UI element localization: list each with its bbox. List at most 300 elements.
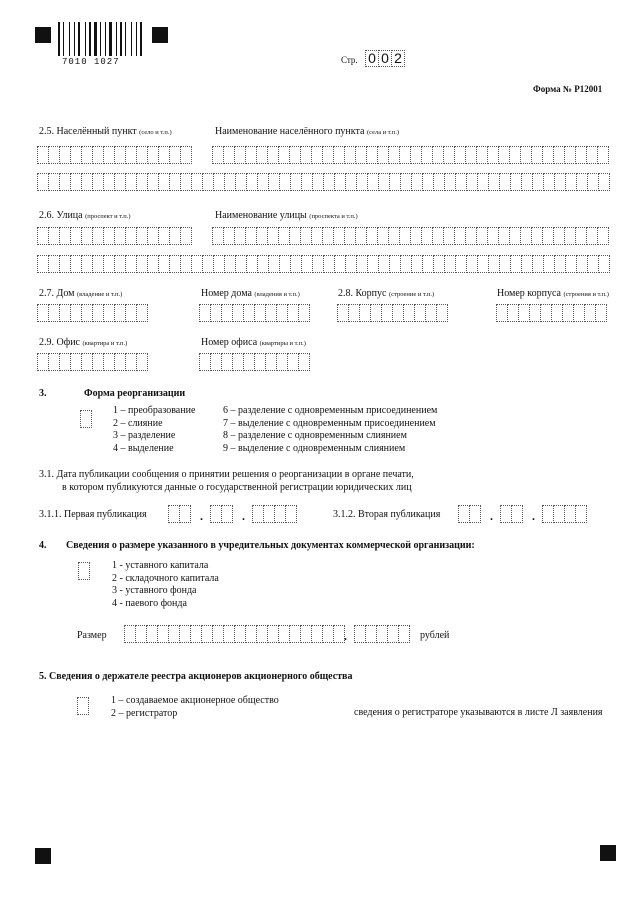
input-cell[interactable] — [489, 173, 500, 191]
input-cell[interactable] — [244, 353, 255, 371]
input-cell[interactable] — [180, 505, 191, 523]
input-cell[interactable] — [247, 255, 258, 273]
input-cell[interactable] — [576, 146, 587, 164]
input-cell[interactable] — [280, 255, 291, 273]
input-cell[interactable] — [71, 353, 82, 371]
input-cell[interactable] — [477, 146, 488, 164]
input-cell[interactable] — [426, 304, 437, 322]
input-cell[interactable] — [445, 255, 456, 273]
input-cell[interactable] — [115, 304, 126, 322]
input-cell[interactable] — [598, 227, 609, 245]
input-cell[interactable] — [367, 227, 378, 245]
input-cell[interactable] — [137, 146, 148, 164]
input-cell[interactable] — [71, 255, 82, 273]
first-publication-year[interactable] — [252, 505, 297, 523]
input-cell[interactable] — [224, 625, 235, 643]
input-cell[interactable] — [37, 227, 49, 245]
input-cell[interactable] — [378, 146, 389, 164]
input-cell[interactable] — [299, 353, 310, 371]
input-cell[interactable] — [277, 304, 288, 322]
input-cell[interactable] — [222, 353, 233, 371]
input-cell[interactable] — [349, 304, 360, 322]
input-cell[interactable] — [71, 227, 82, 245]
input-cell[interactable] — [323, 146, 334, 164]
input-cell[interactable] — [169, 625, 180, 643]
input-cell[interactable] — [77, 697, 89, 715]
input-cell[interactable] — [291, 173, 302, 191]
input-cell[interactable] — [532, 146, 543, 164]
input-cell[interactable] — [422, 227, 433, 245]
street-name-input-row1[interactable] — [212, 227, 609, 245]
input-cell[interactable] — [37, 255, 49, 273]
input-cell[interactable] — [137, 173, 148, 191]
input-cell[interactable] — [433, 227, 444, 245]
input-cell[interactable] — [246, 146, 257, 164]
input-cell[interactable] — [313, 255, 324, 273]
input-cell[interactable] — [444, 227, 455, 245]
input-cell[interactable] — [235, 146, 246, 164]
input-cell[interactable] — [533, 255, 544, 273]
input-cell[interactable] — [599, 255, 610, 273]
input-cell[interactable] — [82, 146, 93, 164]
input-cell[interactable] — [115, 227, 126, 245]
input-cell[interactable] — [467, 173, 478, 191]
input-cell[interactable] — [137, 255, 148, 273]
input-cell[interactable] — [137, 304, 148, 322]
input-cell[interactable] — [82, 304, 93, 322]
input-cell[interactable] — [291, 255, 302, 273]
input-cell[interactable] — [357, 255, 368, 273]
input-cell[interactable] — [433, 146, 444, 164]
input-cell[interactable] — [126, 146, 137, 164]
input-cell[interactable] — [255, 353, 266, 371]
input-cell[interactable] — [93, 173, 104, 191]
input-cell[interactable] — [124, 625, 136, 643]
input-cell[interactable] — [401, 173, 412, 191]
input-cell[interactable] — [335, 173, 346, 191]
input-cell[interactable] — [390, 255, 401, 273]
input-cell[interactable] — [366, 625, 377, 643]
capital-size-kopecks-input[interactable] — [354, 625, 410, 643]
input-cell[interactable] — [170, 146, 181, 164]
input-cell[interactable] — [224, 227, 235, 245]
input-cell[interactable] — [354, 625, 366, 643]
second-publication-month[interactable] — [500, 505, 523, 523]
input-cell[interactable] — [212, 146, 224, 164]
input-cell[interactable] — [233, 304, 244, 322]
input-cell[interactable] — [266, 304, 277, 322]
input-cell[interactable] — [290, 625, 301, 643]
input-cell[interactable] — [599, 173, 610, 191]
input-cell[interactable] — [554, 505, 565, 523]
input-cell[interactable] — [488, 227, 499, 245]
input-cell[interactable] — [565, 505, 576, 523]
input-cell[interactable] — [222, 304, 233, 322]
input-cell[interactable] — [334, 146, 345, 164]
input-cell[interactable] — [60, 227, 71, 245]
input-cell[interactable] — [49, 353, 60, 371]
input-cell[interactable] — [37, 146, 49, 164]
input-cell[interactable] — [508, 304, 519, 322]
input-cell[interactable] — [455, 227, 466, 245]
input-cell[interactable] — [445, 173, 456, 191]
input-cell[interactable] — [191, 625, 202, 643]
input-cell[interactable] — [466, 146, 477, 164]
input-cell[interactable] — [382, 304, 393, 322]
input-cell[interactable] — [203, 173, 214, 191]
input-cell[interactable] — [301, 227, 312, 245]
input-cell[interactable] — [279, 625, 290, 643]
input-cell[interactable] — [126, 255, 137, 273]
input-cell[interactable] — [389, 227, 400, 245]
input-cell[interactable] — [104, 173, 115, 191]
input-cell[interactable] — [82, 255, 93, 273]
input-cell[interactable] — [312, 227, 323, 245]
input-cell[interactable] — [136, 625, 147, 643]
input-cell[interactable] — [255, 304, 266, 322]
input-cell[interactable] — [555, 255, 566, 273]
input-cell[interactable] — [235, 625, 246, 643]
input-cell[interactable] — [377, 625, 388, 643]
input-cell[interactable] — [555, 173, 566, 191]
reorg-form-input[interactable] — [80, 410, 92, 428]
input-cell[interactable] — [203, 255, 214, 273]
input-cell[interactable] — [467, 255, 478, 273]
input-cell[interactable] — [577, 173, 588, 191]
input-cell[interactable] — [224, 146, 235, 164]
input-cell[interactable] — [302, 173, 313, 191]
input-cell[interactable] — [301, 625, 312, 643]
input-cell[interactable] — [268, 146, 279, 164]
input-cell[interactable] — [137, 227, 148, 245]
input-cell[interactable] — [60, 304, 71, 322]
input-cell[interactable] — [115, 146, 126, 164]
input-cell[interactable] — [566, 173, 577, 191]
input-cell[interactable] — [148, 227, 159, 245]
input-cell[interactable] — [82, 173, 93, 191]
input-cell[interactable] — [312, 625, 323, 643]
input-cell[interactable] — [37, 304, 49, 322]
input-cell[interactable] — [519, 304, 530, 322]
input-cell[interactable] — [60, 353, 71, 371]
input-cell[interactable] — [554, 227, 565, 245]
input-cell[interactable] — [225, 255, 236, 273]
input-cell[interactable] — [312, 146, 323, 164]
input-cell[interactable] — [168, 505, 180, 523]
input-cell[interactable] — [288, 304, 299, 322]
input-cell[interactable] — [499, 146, 510, 164]
input-cell[interactable] — [258, 173, 269, 191]
input-cell[interactable] — [324, 255, 335, 273]
input-cell[interactable] — [49, 227, 60, 245]
input-cell[interactable] — [126, 304, 137, 322]
input-cell[interactable] — [268, 227, 279, 245]
input-cell[interactable] — [565, 146, 576, 164]
input-cell[interactable] — [37, 353, 49, 371]
input-cell[interactable] — [235, 227, 246, 245]
locality-name-input-row1[interactable] — [212, 146, 609, 164]
input-cell[interactable] — [257, 625, 268, 643]
first-publication-month[interactable] — [210, 505, 233, 523]
input-cell[interactable] — [126, 353, 137, 371]
input-cell[interactable] — [181, 255, 192, 273]
input-cell[interactable] — [388, 625, 399, 643]
input-cell[interactable] — [225, 173, 236, 191]
input-cell[interactable] — [552, 304, 563, 322]
input-cell[interactable] — [510, 227, 521, 245]
input-cell[interactable] — [512, 505, 523, 523]
input-cell[interactable] — [211, 353, 222, 371]
input-cell[interactable] — [104, 353, 115, 371]
input-cell[interactable] — [280, 173, 291, 191]
input-cell[interactable] — [148, 146, 159, 164]
input-cell[interactable] — [71, 173, 82, 191]
input-cell[interactable] — [477, 227, 488, 245]
input-cell[interactable] — [78, 562, 90, 580]
input-cell[interactable] — [158, 625, 169, 643]
input-cell[interactable] — [214, 173, 225, 191]
input-cell[interactable] — [378, 227, 389, 245]
input-cell[interactable] — [115, 173, 126, 191]
input-cell[interactable] — [286, 505, 297, 523]
input-cell[interactable] — [147, 625, 158, 643]
input-cell[interactable] — [411, 146, 422, 164]
input-cell[interactable] — [268, 625, 279, 643]
input-cell[interactable] — [192, 255, 203, 273]
input-cell[interactable] — [244, 304, 255, 322]
second-publication-year[interactable] — [542, 505, 587, 523]
input-cell[interactable] — [313, 173, 324, 191]
input-cell[interactable] — [335, 255, 346, 273]
input-cell[interactable] — [60, 173, 71, 191]
input-cell[interactable] — [596, 304, 607, 322]
input-cell[interactable] — [334, 227, 345, 245]
input-cell[interactable] — [49, 146, 60, 164]
input-cell[interactable] — [598, 146, 609, 164]
input-cell[interactable] — [489, 255, 500, 273]
input-cell[interactable] — [500, 173, 511, 191]
input-cell[interactable] — [360, 304, 371, 322]
input-cell[interactable] — [159, 146, 170, 164]
input-cell[interactable] — [202, 625, 213, 643]
input-cell[interactable] — [126, 173, 137, 191]
input-cell[interactable] — [587, 227, 598, 245]
input-cell[interactable] — [170, 227, 181, 245]
input-cell[interactable] — [211, 304, 222, 322]
input-cell[interactable] — [399, 625, 410, 643]
input-cell[interactable] — [478, 255, 489, 273]
input-cell[interactable] — [521, 146, 532, 164]
input-cell[interactable] — [246, 227, 257, 245]
input-cell[interactable] — [71, 146, 82, 164]
input-cell[interactable] — [49, 304, 60, 322]
input-cell[interactable] — [93, 353, 104, 371]
input-cell[interactable] — [148, 173, 159, 191]
input-cell[interactable] — [588, 173, 599, 191]
building-number-input[interactable] — [496, 304, 607, 322]
input-cell[interactable] — [588, 255, 599, 273]
input-cell[interactable] — [466, 227, 477, 245]
input-cell[interactable] — [367, 146, 378, 164]
input-cell[interactable] — [401, 255, 412, 273]
input-cell[interactable] — [565, 227, 576, 245]
input-cell[interactable] — [159, 227, 170, 245]
input-cell[interactable] — [159, 173, 170, 191]
input-cell[interactable] — [422, 146, 433, 164]
input-cell[interactable] — [541, 304, 552, 322]
input-cell[interactable] — [566, 255, 577, 273]
input-cell[interactable] — [290, 146, 301, 164]
input-cell[interactable] — [379, 173, 390, 191]
input-cell[interactable] — [532, 227, 543, 245]
input-cell[interactable] — [290, 227, 301, 245]
input-cell[interactable] — [544, 255, 555, 273]
locality-name-input-row2[interactable] — [37, 173, 610, 191]
input-cell[interactable] — [412, 173, 423, 191]
input-cell[interactable] — [470, 505, 481, 523]
input-cell[interactable] — [554, 146, 565, 164]
capital-size-rubles-input[interactable] — [124, 625, 345, 643]
input-cell[interactable] — [199, 353, 211, 371]
input-cell[interactable] — [458, 505, 470, 523]
input-cell[interactable] — [199, 304, 211, 322]
input-cell[interactable] — [257, 146, 268, 164]
input-cell[interactable] — [71, 304, 82, 322]
input-cell[interactable] — [576, 505, 587, 523]
input-cell[interactable] — [434, 255, 445, 273]
input-cell[interactable] — [266, 353, 277, 371]
input-cell[interactable] — [212, 227, 224, 245]
input-cell[interactable] — [93, 255, 104, 273]
input-cell[interactable] — [368, 173, 379, 191]
office-number-input[interactable] — [199, 353, 310, 371]
input-cell[interactable] — [104, 304, 115, 322]
input-cell[interactable] — [404, 304, 415, 322]
input-cell[interactable] — [455, 146, 466, 164]
input-cell[interactable] — [159, 255, 170, 273]
street-name-input-row2[interactable] — [37, 255, 610, 273]
input-cell[interactable] — [126, 227, 137, 245]
input-cell[interactable] — [93, 146, 104, 164]
input-cell[interactable] — [181, 173, 192, 191]
input-cell[interactable] — [288, 353, 299, 371]
input-cell[interactable] — [275, 505, 286, 523]
input-cell[interactable] — [521, 227, 532, 245]
input-cell[interactable] — [510, 146, 521, 164]
input-cell[interactable] — [522, 255, 533, 273]
input-cell[interactable] — [389, 146, 400, 164]
input-cell[interactable] — [500, 505, 512, 523]
input-cell[interactable] — [93, 227, 104, 245]
input-cell[interactable] — [390, 173, 401, 191]
input-cell[interactable] — [357, 173, 368, 191]
input-cell[interactable] — [104, 255, 115, 273]
input-cell[interactable] — [345, 227, 356, 245]
input-cell[interactable] — [210, 505, 222, 523]
input-cell[interactable] — [247, 173, 258, 191]
capital-type-input[interactable] — [78, 562, 90, 580]
input-cell[interactable] — [434, 173, 445, 191]
input-cell[interactable] — [264, 505, 275, 523]
input-cell[interactable] — [496, 304, 508, 322]
input-cell[interactable] — [368, 255, 379, 273]
input-cell[interactable] — [258, 255, 269, 273]
input-cell[interactable] — [488, 146, 499, 164]
input-cell[interactable] — [356, 227, 367, 245]
input-cell[interactable] — [324, 173, 335, 191]
input-cell[interactable] — [269, 255, 280, 273]
input-cell[interactable] — [279, 146, 290, 164]
input-cell[interactable] — [379, 255, 390, 273]
input-cell[interactable] — [544, 173, 555, 191]
input-cell[interactable] — [371, 304, 382, 322]
input-cell[interactable] — [233, 353, 244, 371]
input-cell[interactable] — [269, 173, 280, 191]
input-cell[interactable] — [542, 505, 554, 523]
input-cell[interactable] — [301, 146, 312, 164]
registry-holder-input[interactable] — [77, 697, 89, 715]
input-cell[interactable] — [345, 146, 356, 164]
input-cell[interactable] — [585, 304, 596, 322]
input-cell[interactable] — [170, 173, 181, 191]
input-cell[interactable] — [252, 505, 264, 523]
input-cell[interactable] — [393, 304, 404, 322]
input-cell[interactable] — [522, 173, 533, 191]
input-cell[interactable] — [299, 304, 310, 322]
second-publication-day[interactable] — [458, 505, 481, 523]
input-cell[interactable] — [222, 505, 233, 523]
input-cell[interactable] — [82, 353, 93, 371]
input-cell[interactable] — [93, 304, 104, 322]
input-cell[interactable] — [104, 146, 115, 164]
input-cell[interactable] — [511, 173, 522, 191]
input-cell[interactable] — [400, 227, 411, 245]
input-cell[interactable] — [170, 255, 181, 273]
input-cell[interactable] — [302, 255, 313, 273]
input-cell[interactable] — [148, 255, 159, 273]
building-type-input[interactable] — [337, 304, 448, 322]
input-cell[interactable] — [60, 146, 71, 164]
input-cell[interactable] — [423, 255, 434, 273]
input-cell[interactable] — [82, 227, 93, 245]
input-cell[interactable] — [576, 227, 587, 245]
input-cell[interactable] — [49, 255, 60, 273]
input-cell[interactable] — [543, 146, 554, 164]
input-cell[interactable] — [415, 304, 426, 322]
input-cell[interactable] — [115, 353, 126, 371]
input-cell[interactable] — [587, 146, 598, 164]
input-cell[interactable] — [356, 146, 367, 164]
street-type-input[interactable] — [37, 227, 192, 245]
input-cell[interactable] — [192, 173, 203, 191]
input-cell[interactable] — [257, 227, 268, 245]
input-cell[interactable] — [500, 255, 511, 273]
input-cell[interactable] — [246, 625, 257, 643]
input-cell[interactable] — [511, 255, 522, 273]
input-cell[interactable] — [181, 227, 192, 245]
input-cell[interactable] — [563, 304, 574, 322]
input-cell[interactable] — [478, 173, 489, 191]
input-cell[interactable] — [533, 173, 544, 191]
input-cell[interactable] — [37, 173, 49, 191]
input-cell[interactable] — [137, 353, 148, 371]
input-cell[interactable] — [346, 255, 357, 273]
input-cell[interactable] — [236, 173, 247, 191]
input-cell[interactable] — [530, 304, 541, 322]
first-publication-day[interactable] — [168, 505, 191, 523]
house-number-input[interactable] — [199, 304, 310, 322]
input-cell[interactable] — [60, 255, 71, 273]
